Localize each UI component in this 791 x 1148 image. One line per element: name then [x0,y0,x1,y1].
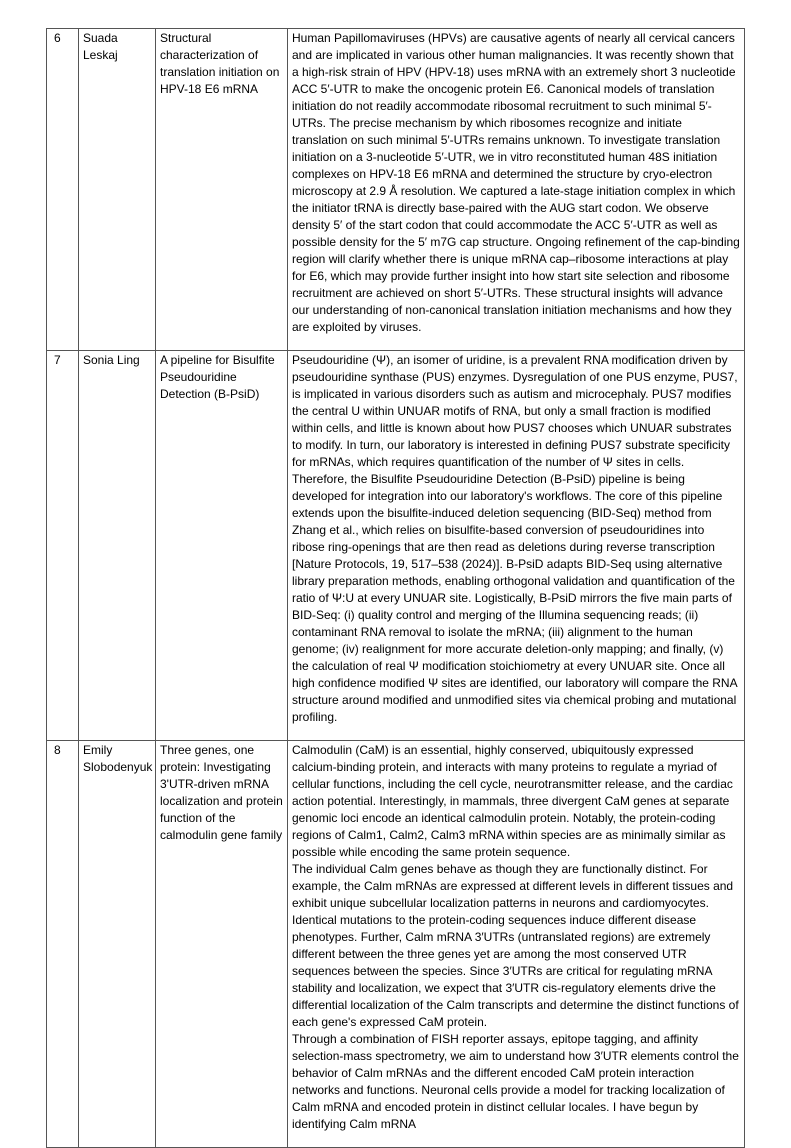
abstract-paragraph: Calmodulin (CaM) is an essential, highly conserved, ubiquitously expressed calcium-binding protein, and interacts with many proteins to regulate a myriad of cellular functions, including the cell cycle, neurotransmitter release, and the cardiac action potential. Interestingly, in mammals, three divergent CaM genes at separate genomic loci encode an identical calmodulin protein. Notably, the protein-coding regions of Calm1, Calm2, Calm3 mRNA within species are as minimally similar as possible while encoding the same protein sequence. [292,743,733,859]
abstract-title: Three genes, one protein: Investigating 3'UTR-driven mRNA localization and protein function of the calmodulin gene family [156,741,288,1148]
table-row [47,351,745,741]
presenter-name: Sonia Ling [79,351,156,741]
abstract-title: Structural characterization of translation initiation on HPV-18 E6 mRNA [156,29,288,351]
row-number: 7 [47,351,79,741]
table-row [47,741,745,1148]
abstract-paragraph: Pseudouridine (Ψ), an isomer of uridine, is a prevalent RNA modification driven by pseudouridine synthase (PUS) enzymes. Dysregulation of one PUS enzyme, PUS7, is implicated in various disorders such as autism and microcephaly. PUS7 modifies the central U within UNUAR motifs of RNA, but only a small fraction is modified within cells, and little is known about how PUS7 chooses which UNUAR substrates to modify. In turn, our laboratory is interested in defining PUS7 substrate specificity for mRNAs, which requires quantification of the number of Ψ sites in cells. Therefore, the Bisulfite Pseudouridine Detection (B-PsiD) pipeline is being developed for integration into our laboratory's workflows. The core of this pipeline extends upon the bisulfite-induced deletion sequencing (BID-Seq) method from Zhang et al., which relies on bisulfite-based conversion of pseudouridines into ribose ring-openings that are then read as deletions during reverse transcription [Nature Protocols, 19, 517–538 (2024)]. B-PsiD adapts BID-Seq using alternative library preparation methods, enabling orthogonal validation and quantification of the ratio of Ψ:U at every UNUAR site. Logistically, B-PsiD mirrors the five main parts of BID-Seq: (i) quality control and merging of the Illumina sequencing reads; (ii) contaminant RNA removal to isolate the mRNA; (iii) alignment to the human genome; (iv) realignment for more accurate deletion-only mapping; and finally, (v) the calculation of real Ψ modification stoichiometry at every UNUAR site. Once all high confidence modified Ψ sites are identified, our laboratory will compare the RNA structure around modified and unmodified sites via chemical probing and mutational profiling. [292,353,738,724]
presenter-name: Emily Slobodenyuk [79,741,156,1148]
table-row [47,29,745,351]
abstract-text [288,29,745,351]
abstract-title: A pipeline for Bisulfite Pseudouridine Detection (B-PsiD) [156,351,288,741]
abstract-text [288,741,745,1148]
abstract-text [288,351,745,741]
abstracts-table [46,28,745,1148]
row-number: 8 [47,741,79,1148]
row-number: 6 [47,29,79,351]
abstract-paragraph: The individual Calm genes behave as though they are functionally distinct. For example, the Calm mRNAs are expressed at different levels in different tissues and exhibit unique subcellular localization patterns in neurons and cardiomyocytes. Identical mutations to the protein-coding sequences induce different disease phenotypes. Further, Calm mRNA 3′UTRs (untranslated regions) are extremely different between the three genes yet are among the most conserved UTR sequences between the species. Since 3′UTRs are critical for regulating mRNA stability and localization, we expect that 3′UTR cis-regulatory elements drive the differential localization of the Calm transcripts and determine the distinct functions of each gene's expressed CaM protein. [292,862,739,1029]
abstract-paragraph: Through a combination of FISH reporter assays, epitope tagging, and affinity selection-mass spectrometry, we aim to understand how 3′UTR elements control the behavior of Calm mRNAs and the different encoded CaM protein interaction networks and functions. Neuronal cells provide a model for tracking localization of Calm mRNA and encoded protein in distinct cellular locales. I have begun by identifying Calm mRNA [292,1032,739,1131]
abstract-paragraph: Human Papillomaviruses (HPVs) are causative agents of nearly all cervical cancers and are implicated in various other human malignancies. It was recently shown that a high-risk strain of HPV (HPV-18) uses mRNA with an extremely short 3 nucleotide ACC 5′-UTR to make the oncogenic protein E6. Canonical models of translation initiation do not readily accommodate ribosomal recruitment to such minimal 5′-UTRs. The precise mechanism by which ribosomes recognize and initiate translation on such minimal 5′-UTRs remains unknown. To investigate translation initiation on a 3-nucleotide 5′-UTR, we in vitro reconstituted human 48S initiation complexes on HPV-18 E6 mRNA and determined the structure by cryo-electron microscopy at 2.9 Å resolution. We captured a late-stage initiation complex in which the initiator tRNA is directly base-paired with the AUG start codon. We observe density 5′ of the start codon that could accommodate the ACC 5′-UTR as well as possible density for the 5′ m7G cap structure. Ongoing refinement of the cap-binding region will clarify whether there is unique mRNA cap–ribosome interactions at play for E6, which may provide further insight into how start site selection and ribosome recruitment are achieved on short 5′-UTRs. These structural insights will advance our understanding of non-canonical translation initiation mechanisms and how they are exploited by viruses. [292,31,740,334]
presenter-name: Suada Leskaj [79,29,156,351]
